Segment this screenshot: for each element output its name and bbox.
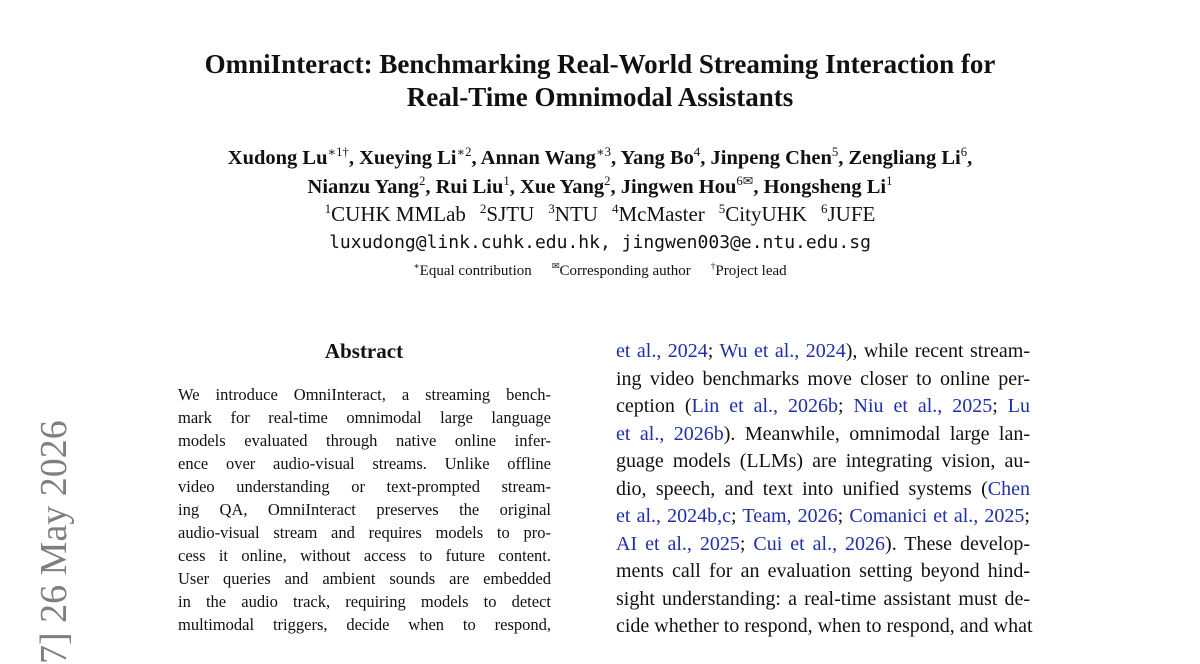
author-name: Jinpeng Chen xyxy=(710,147,832,169)
abstract-line: ing QA, OmniInteract preserves the original xyxy=(178,500,551,519)
contact-emails: luxudong@link.cuhk.edu.hk, jingwen003@e.ntu.edu.sg xyxy=(329,232,871,253)
affiliation-mark: 3 xyxy=(548,201,555,216)
author-affiliation-mark: 4 xyxy=(693,145,701,160)
note-mark: ∗ xyxy=(413,262,420,272)
abstract-line: mark for real-time omnimodal large language xyxy=(178,408,551,427)
abstract-line: cess it online, without access to future content. xyxy=(178,546,551,565)
author-affiliation-mark: 2 xyxy=(419,174,426,189)
affiliation-item: $^3$NTU xyxy=(548,201,598,226)
citation-link[interactable]: Lu xyxy=(1007,395,1030,417)
intro-line: ing video benchmarks move closer to online per- xyxy=(616,367,1030,390)
title-line-1: OmniInteract: Benchmarking Real-World Streaming Interaction for xyxy=(204,49,996,79)
author-affiliation-mark: 2 xyxy=(604,174,611,189)
abstract-line: We introduce OmniInteract, a streaming bench- xyxy=(178,385,551,404)
author-name: Nianzu Yang xyxy=(307,176,419,198)
abstract-line: video understanding or text-prompted stream- xyxy=(178,477,551,496)
paper-title xyxy=(0,48,1200,114)
author-affiliation-mark: 1 xyxy=(503,174,510,189)
abstract-line: multimodal triggers, decide when to respond, xyxy=(178,615,551,634)
author-affiliation-mark: ∗1† xyxy=(327,145,349,160)
intro-line: et al., 2024b,c; Team, 2026; Comanici et al., 2025; xyxy=(616,505,1030,527)
intro-line: dio, speech, and text into unified systems (Chen xyxy=(616,477,1030,500)
author-affiliation-mark: 6 xyxy=(960,145,968,160)
affiliation-item: $^6$JUFE xyxy=(820,201,876,226)
note-item: ✉Corresponding author xyxy=(551,262,691,279)
citation-link[interactable]: Team, 2026 xyxy=(742,505,838,527)
intro-line: ments call for an evaluation setting beyond hind- xyxy=(616,560,1030,582)
affiliation-item: $^4$McMaster xyxy=(611,201,705,226)
abstract-line: User queries and ambient sounds are embedded xyxy=(178,569,551,588)
abstract-line: ence over audio-visual streams. Unlike offline xyxy=(178,454,551,473)
arxiv-stamp: 7] 26 May 2026 xyxy=(33,420,75,664)
abstract-line: models evaluated through native online infer- xyxy=(178,431,551,450)
introduction-text xyxy=(616,338,1033,641)
note-mark: † xyxy=(710,262,716,272)
author-name: Yang Bo xyxy=(620,147,694,169)
intro-line: et al., 2024; Wu et al., 2024), while recent stream- xyxy=(616,340,1030,362)
abstract-line: in the audio track, requiring models to detect xyxy=(178,592,551,611)
citation-link[interactable]: et al., 2024 xyxy=(616,340,708,362)
author-notes xyxy=(0,261,1200,281)
author-line: Nianzu Yang$^2$, Rui Liu$^1$, Xue Yang$^2$, Jingwen Hou$^{6✉}$, Hongsheng Li$^1$ xyxy=(307,174,893,198)
author-name: Xue Yang xyxy=(520,176,605,198)
intro-line: sight understanding: a real-time assistant must de- xyxy=(616,587,1030,610)
author-name: Hongsheng Li xyxy=(763,176,887,198)
author-list xyxy=(0,144,1200,202)
affiliation-mark: 5 xyxy=(718,201,726,216)
note-item: ∗Equal contribution xyxy=(413,262,532,279)
abstract-body xyxy=(178,383,551,636)
author-affiliation-mark: 1 xyxy=(886,174,893,189)
author-affiliation-mark: ∗3 xyxy=(595,145,611,160)
citation-link[interactable]: Chen xyxy=(987,477,1030,500)
title-line-2: Real-Time Omnimodal Assistants xyxy=(406,82,794,112)
intro-line: et al., 2026b). Meanwhile, omnimodal large lan- xyxy=(616,422,1030,445)
author-affiliation-mark: ∗2 xyxy=(456,145,472,160)
affiliation-item: $^2$SJTU xyxy=(479,201,535,226)
abstract-heading: Abstract xyxy=(324,339,404,363)
affiliation-mark: 2 xyxy=(479,201,487,216)
author-name: Annan Wang xyxy=(480,147,596,169)
affiliation-item: $^1$CUHK MMLab xyxy=(324,201,466,226)
author-affiliation-mark: 6✉ xyxy=(736,174,754,189)
citation-link[interactable]: et al., 2026b xyxy=(616,422,724,445)
author-name: Xueying Li xyxy=(359,147,457,169)
author-name: Zengliang Li xyxy=(848,147,961,169)
author-affiliation-mark: 5 xyxy=(831,145,839,160)
citation-link[interactable]: Wu et al., 2024 xyxy=(719,340,846,362)
citation-link[interactable]: Lin et al., 2026b xyxy=(691,395,838,417)
intro-line: ception (Lin et al., 2026b; Niu et al., 2025; Lu xyxy=(616,395,1030,417)
citation-link[interactable]: Comanici et al., 2025 xyxy=(849,505,1025,527)
affiliations xyxy=(0,201,1200,228)
intro-line: cide whether to respond, when to respond, and what xyxy=(616,615,1033,637)
affiliation-mark: 1 xyxy=(324,201,332,216)
author-name: Rui Liu xyxy=(435,176,504,198)
note-mark: ✉ xyxy=(551,262,560,272)
citation-link[interactable]: et al., 2024b,c xyxy=(616,505,732,527)
affiliation-item: $^5$CityUHK xyxy=(718,201,807,226)
author-name: Xudong Lu xyxy=(227,147,328,169)
abstract-line: audio-visual stream and requires models to pro- xyxy=(178,523,551,542)
note-item: †Project lead xyxy=(710,262,787,279)
intro-line: AI et al., 2025; Cui et al., 2026). These develop- xyxy=(616,532,1030,555)
author-line: Xudong $Lu^{∗1\dagger}$, Xueying $Li^{∗2}$, Annan Wang$^{∗3}$, Yang Bo$^4$, Jinpeng Chen$^5$, Zengliang Li$^6$, xyxy=(227,145,973,169)
intro-line: guage models (LLMs) are integrating vision, au- xyxy=(616,450,1030,472)
affiliation-mark: 6 xyxy=(820,201,828,216)
citation-link[interactable]: Cui et al., 2026 xyxy=(753,532,886,555)
affiliation-mark: 4 xyxy=(611,201,619,216)
author-name: Jingwen Hou xyxy=(620,176,737,198)
citation-link[interactable]: AI et al., 2025 xyxy=(616,532,740,555)
citation-link[interactable]: Niu et al., 2025 xyxy=(853,395,993,417)
